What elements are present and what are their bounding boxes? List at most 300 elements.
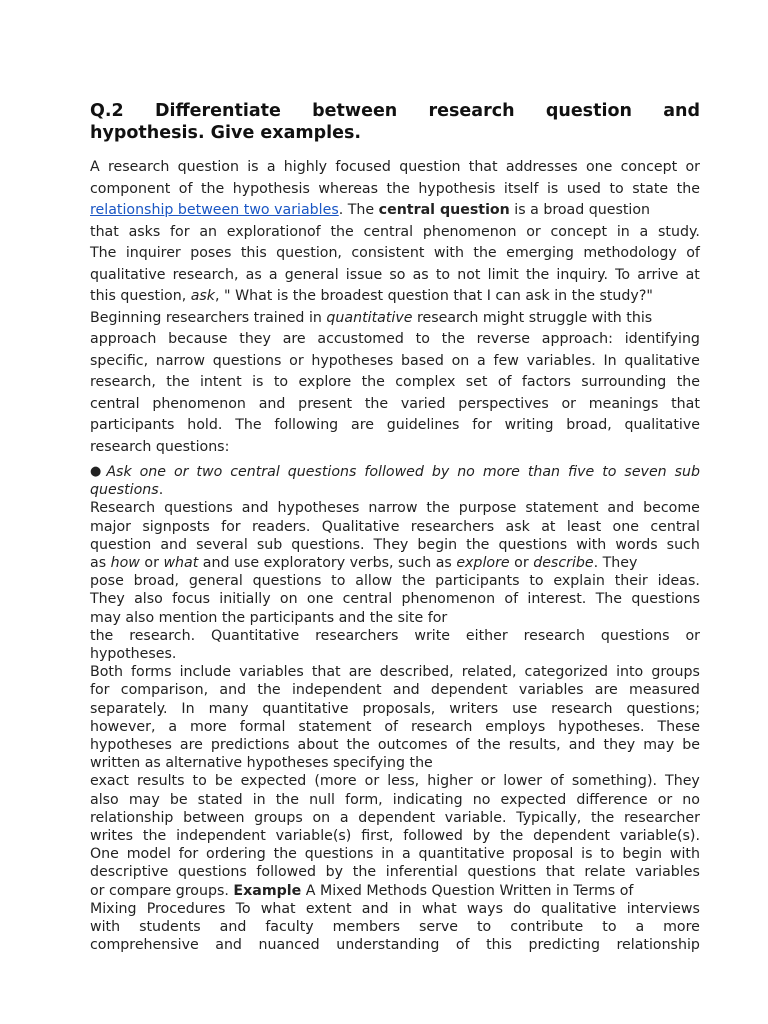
- word: following: [274, 417, 339, 433]
- word: the: [477, 737, 501, 754]
- word: extent: [305, 900, 352, 917]
- word: statement: [525, 500, 599, 517]
- word: variables.: [526, 352, 596, 369]
- word: than: [527, 464, 561, 480]
- word: asks: [128, 223, 161, 240]
- word: central: [363, 223, 414, 240]
- text-line: written as alternative hypotheses specifying the: [90, 755, 433, 772]
- word: relationship: [90, 809, 174, 826]
- word: as: [245, 266, 262, 283]
- word: intent: [199, 374, 242, 390]
- word: whereas: [318, 180, 379, 197]
- word: general: [188, 573, 243, 590]
- text-line: [90, 481, 700, 499]
- word: more: [482, 464, 520, 480]
- text-line: [90, 222, 700, 244]
- word: one: [306, 591, 334, 608]
- word: at: [541, 518, 556, 535]
- word: component: [90, 180, 171, 197]
- word: groups: [254, 809, 303, 826]
- word: researchers: [410, 518, 495, 535]
- word: for: [170, 223, 190, 240]
- word: their: [614, 573, 648, 590]
- text-run: , " What is the broadest question that I can ask in the study?": [215, 288, 653, 304]
- word: methodology: [583, 245, 677, 261]
- word: addresses: [505, 159, 578, 175]
- word: hypotheses.: [558, 718, 645, 735]
- word: serve: [418, 919, 459, 936]
- bullet-icon: ●: [90, 464, 102, 479]
- word: or: [561, 395, 577, 412]
- word: purpose: [458, 500, 517, 517]
- word: issue: [345, 266, 383, 283]
- word: They: [90, 591, 125, 608]
- word: questions: [498, 536, 568, 553]
- text-line: [90, 351, 700, 373]
- word: emerging: [506, 245, 574, 261]
- word: Differentiate: [154, 101, 281, 121]
- word: limit: [487, 266, 519, 283]
- word: something).: [571, 773, 657, 790]
- word: and: [219, 682, 247, 699]
- text-run: Beginning researchers trained in: [90, 309, 327, 326]
- word: followed: [403, 828, 463, 845]
- word: the: [499, 828, 524, 845]
- word: categorized: [524, 664, 608, 681]
- text-line: [90, 372, 700, 394]
- text-line: research questions:: [90, 438, 230, 455]
- word: study.: [658, 223, 700, 240]
- word: a: [339, 809, 349, 826]
- text-line: [90, 936, 700, 954]
- word: hypotheses: [90, 737, 172, 754]
- word: quantitative: [262, 700, 349, 717]
- word: for: [178, 846, 199, 863]
- word: Mixing: [90, 900, 137, 917]
- word: be: [214, 773, 233, 790]
- word: nuanced: [258, 937, 320, 954]
- word: forms: [131, 664, 172, 681]
- word: the: [473, 245, 497, 261]
- word: begin: [417, 536, 458, 553]
- word: reverse: [476, 331, 530, 347]
- word: the: [200, 180, 225, 197]
- word: in: [398, 900, 412, 917]
- word: and: [568, 737, 596, 754]
- word: state: [632, 180, 669, 197]
- word: question: [90, 536, 152, 553]
- word: are: [594, 682, 618, 699]
- text-line: [90, 791, 700, 809]
- word: is: [581, 846, 593, 863]
- word: broad,: [566, 417, 612, 433]
- word: measured: [629, 682, 700, 699]
- word: are: [348, 664, 372, 681]
- word: signposts: [142, 518, 210, 535]
- word: The: [90, 245, 117, 261]
- word: questions: [212, 352, 282, 369]
- word: research: [428, 101, 515, 121]
- word: They: [373, 536, 409, 553]
- word: are: [282, 331, 306, 347]
- italic-term: ask: [190, 288, 216, 304]
- word: questions: [631, 591, 700, 608]
- word: they: [603, 737, 636, 754]
- word: to: [476, 919, 492, 936]
- word: participants: [90, 417, 175, 433]
- word: factors: [521, 374, 571, 390]
- word: do: [513, 900, 531, 917]
- word: research: [107, 159, 170, 175]
- word: also: [134, 591, 163, 608]
- word: to: [192, 773, 207, 790]
- word: what: [421, 900, 457, 917]
- word: In: [181, 700, 195, 717]
- word: independent: [291, 682, 382, 699]
- word: are: [179, 737, 203, 754]
- word: the: [352, 864, 377, 881]
- word: the: [676, 180, 700, 197]
- word: meanings: [588, 395, 659, 412]
- text-line: [90, 882, 700, 900]
- text-line: [90, 265, 700, 287]
- text-line: [90, 200, 700, 222]
- word: used: [566, 180, 601, 197]
- text-line: [90, 718, 700, 736]
- word: initially: [219, 591, 271, 608]
- word: use: [512, 700, 538, 717]
- word: central: [342, 591, 393, 608]
- word: also: [90, 791, 119, 808]
- word: of: [497, 374, 512, 390]
- word: in: [381, 846, 395, 863]
- word: indicating: [392, 791, 463, 808]
- word: arrive: [637, 266, 679, 283]
- word: participants: [435, 573, 520, 590]
- word: lower: [503, 773, 543, 790]
- word: the: [426, 500, 450, 517]
- word: the: [676, 374, 700, 390]
- word: the: [590, 809, 615, 826]
- text-line: [90, 827, 700, 845]
- word: guidelines: [386, 417, 460, 433]
- text-line: [90, 681, 700, 699]
- word: focus: [172, 591, 210, 608]
- word: a: [401, 846, 411, 863]
- word: phenomenon: [422, 223, 517, 240]
- word: qualitative: [541, 900, 617, 917]
- word: research: [523, 627, 585, 644]
- word: consistent: [351, 245, 425, 261]
- word: or: [480, 773, 496, 790]
- word: phenomenon: [152, 395, 246, 412]
- word: explorationof: [226, 223, 321, 240]
- word: become: [643, 500, 700, 517]
- word: more: [190, 718, 227, 735]
- word: because: [168, 331, 228, 347]
- word: however,: [90, 718, 156, 735]
- italic-term: questions: [90, 482, 159, 499]
- word: into: [616, 664, 644, 681]
- word: employs: [485, 718, 546, 735]
- word: no: [472, 791, 491, 808]
- word: research.: [129, 627, 196, 644]
- word: central: [230, 464, 280, 480]
- word: as: [412, 266, 429, 283]
- word: the: [330, 223, 354, 240]
- word: and: [258, 395, 286, 412]
- word: to: [331, 573, 346, 590]
- word: a: [266, 159, 276, 175]
- word: the: [166, 374, 190, 390]
- word: on: [279, 591, 298, 608]
- word: either: [465, 627, 508, 644]
- word: questions: [600, 627, 670, 644]
- word: write: [414, 627, 451, 644]
- word: predictions: [210, 737, 290, 754]
- word: the: [275, 791, 300, 808]
- word: one: [139, 464, 167, 480]
- text-line: [90, 308, 700, 330]
- word: such: [666, 536, 700, 553]
- word: broad,: [133, 573, 180, 590]
- word: difference: [576, 791, 648, 808]
- word: to: [600, 846, 615, 863]
- text-run: or: [509, 555, 534, 572]
- word: this: [486, 937, 512, 954]
- text-run: . The: [338, 202, 379, 218]
- word: on: [312, 809, 331, 826]
- word: a: [168, 718, 178, 735]
- word: seven: [624, 464, 667, 480]
- italic-term: describe: [533, 555, 594, 572]
- text-run: or compare groups.: [90, 882, 234, 899]
- word: an: [199, 223, 218, 240]
- word: and: [215, 937, 242, 954]
- word: separately.: [90, 700, 168, 717]
- text-line: [90, 590, 700, 608]
- word: or: [289, 352, 304, 369]
- word: questions: [178, 864, 247, 881]
- bullet-line: [90, 463, 700, 481]
- word: ways: [466, 900, 503, 917]
- word: that: [90, 223, 119, 240]
- word: hypotheses: [311, 352, 394, 369]
- word: phenomenon: [401, 591, 496, 608]
- word: approach:: [541, 331, 613, 347]
- word: the: [90, 627, 114, 644]
- word: in: [252, 791, 266, 808]
- word: outcomes: [377, 737, 448, 754]
- word: of: [455, 737, 470, 754]
- word: words: [615, 536, 658, 553]
- word: major: [90, 518, 131, 535]
- word: quantitative: [418, 846, 505, 863]
- word: two: [196, 464, 223, 480]
- word: faculty: [265, 919, 314, 936]
- word: qualitative: [624, 417, 700, 433]
- word: the: [364, 395, 389, 412]
- italic-term: explore: [456, 555, 510, 572]
- text-run: A Mixed Methods Question Written in Terms of: [301, 882, 634, 899]
- text-line: [90, 157, 700, 179]
- word: dependent: [430, 682, 508, 699]
- word: question: [177, 159, 239, 175]
- word: question: [545, 101, 632, 121]
- word: in: [616, 223, 630, 240]
- word: concept: [620, 159, 678, 175]
- word: readers.: [252, 518, 311, 535]
- word: and: [160, 536, 188, 553]
- word: of: [550, 773, 564, 790]
- word: the: [142, 828, 167, 845]
- word: The: [595, 591, 623, 608]
- text-line: [90, 663, 700, 681]
- italic-term: how: [110, 555, 140, 572]
- word: the: [346, 737, 370, 754]
- word: comparison,: [120, 682, 209, 699]
- word: specific,: [90, 352, 149, 369]
- word: are: [351, 417, 374, 433]
- word: results,: [508, 737, 561, 754]
- word: interest.: [527, 591, 587, 608]
- word: include: [179, 664, 232, 681]
- question-heading: [90, 100, 700, 144]
- word: central: [90, 395, 140, 412]
- word: is: [247, 159, 259, 175]
- word: a: [639, 223, 649, 240]
- word: variable(s).: [619, 828, 700, 845]
- word: by: [472, 828, 491, 845]
- text-line: [90, 179, 700, 201]
- detail-paragraph: [90, 463, 700, 954]
- word: expected: [500, 791, 567, 808]
- word: a: [268, 266, 278, 283]
- word: pose: [90, 573, 124, 590]
- word: is: [252, 374, 264, 390]
- word: ordering: [206, 846, 266, 863]
- word: for: [90, 682, 110, 699]
- text-line: [90, 554, 700, 572]
- word: for: [221, 518, 241, 535]
- word: a: [477, 352, 486, 369]
- word: questions: [164, 500, 233, 517]
- word: higher: [427, 773, 473, 790]
- word: few: [493, 352, 519, 369]
- word: that: [545, 864, 575, 881]
- word: exact: [90, 773, 129, 790]
- word: based: [401, 352, 444, 369]
- word: variable.: [444, 809, 507, 826]
- text-line: [90, 900, 700, 918]
- word: of: [384, 718, 399, 735]
- word: approach: [90, 331, 157, 347]
- word: One: [90, 846, 119, 863]
- word: question,: [276, 245, 342, 261]
- relationship-link[interactable]: relationship between two variables: [90, 202, 339, 218]
- word: questions.: [291, 536, 365, 553]
- word: To: [615, 266, 631, 283]
- text-line: [90, 499, 700, 517]
- text-line: may also mention the participants and the site for: [90, 609, 448, 626]
- word: so: [389, 266, 406, 283]
- word: or: [173, 464, 189, 480]
- word: inquiry.: [556, 266, 609, 283]
- word: dependent: [358, 809, 436, 826]
- word: less,: [387, 773, 420, 790]
- text-line: [90, 918, 700, 936]
- word: one: [612, 518, 639, 535]
- word: Qualitative: [321, 518, 400, 535]
- word: of: [686, 245, 700, 261]
- word: variables: [518, 682, 584, 699]
- word: Quantitative: [210, 627, 300, 644]
- word: the: [401, 573, 426, 590]
- word: Both: [90, 664, 123, 681]
- word: Typically,: [516, 809, 582, 826]
- answer-paragraph: [90, 157, 700, 458]
- word: explore: [298, 374, 352, 390]
- example-label: Example: [233, 882, 302, 899]
- word: sub: [674, 464, 700, 480]
- word: and: [241, 500, 269, 517]
- word: inferential: [385, 864, 458, 881]
- word: with: [576, 536, 607, 553]
- word: the: [441, 331, 465, 347]
- word: hypothesis: [418, 180, 496, 197]
- word: and: [219, 919, 247, 936]
- word: The: [235, 417, 262, 433]
- word: members: [332, 919, 400, 936]
- text-line: [90, 394, 700, 416]
- word: poses: [190, 245, 232, 261]
- word: general: [284, 266, 339, 283]
- word: and: [663, 101, 700, 121]
- text-run: .: [158, 482, 164, 499]
- word: itself: [503, 180, 539, 197]
- word: and: [361, 900, 389, 917]
- word: hypothesis: [232, 180, 310, 197]
- word: the: [257, 682, 281, 699]
- word: may: [643, 737, 675, 754]
- text-line: hypotheses.: [90, 646, 177, 663]
- word: To: [235, 900, 251, 917]
- word: research: [551, 700, 613, 717]
- word: variables: [635, 864, 700, 881]
- word: descriptive: [90, 864, 169, 881]
- word: followed: [364, 464, 424, 480]
- word: independent: [176, 828, 266, 845]
- word: researchers: [315, 627, 399, 644]
- word: variable(s): [275, 828, 352, 845]
- word: narrow: [368, 500, 418, 517]
- word: research: [410, 718, 473, 735]
- word: questions: [304, 846, 374, 863]
- word: Procedures: [146, 900, 226, 917]
- word: of: [178, 180, 193, 197]
- text-line: [90, 736, 700, 754]
- word: They: [665, 773, 700, 790]
- heading-line: [90, 100, 700, 122]
- word: to: [609, 180, 624, 197]
- word: of: [504, 591, 519, 608]
- word: ask: [505, 518, 530, 535]
- word: or: [364, 773, 380, 790]
- word: allow: [355, 573, 393, 590]
- word: results: [136, 773, 185, 790]
- word: Research: [90, 500, 156, 517]
- word: focused: [335, 159, 391, 175]
